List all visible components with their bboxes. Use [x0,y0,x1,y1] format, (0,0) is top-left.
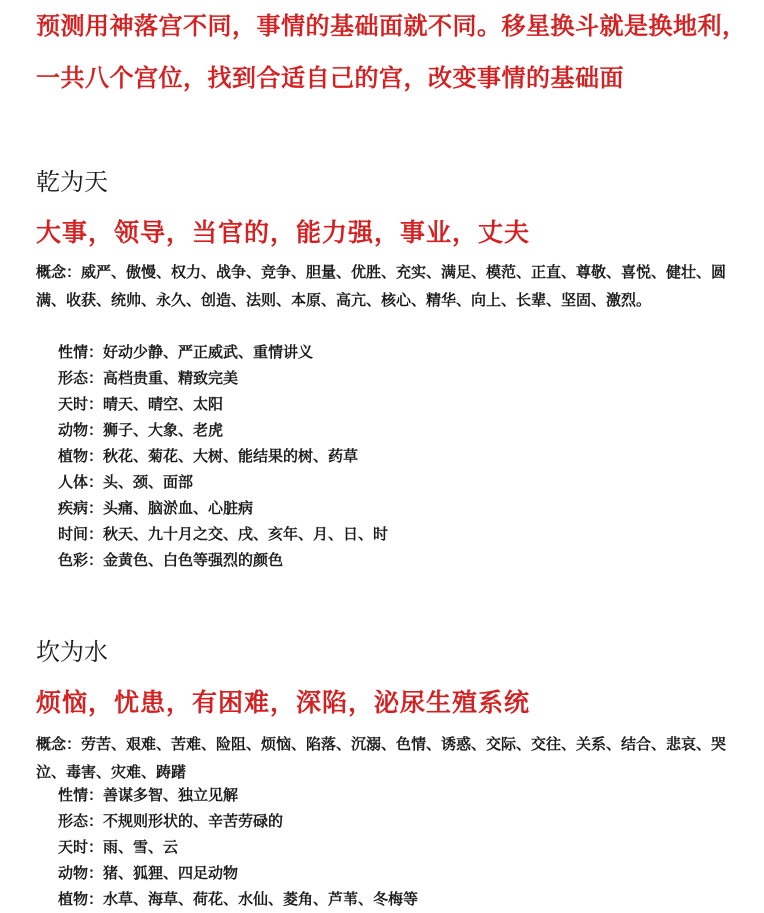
attribute-row: 植物：秋花、菊花、大树、能结果的树、药草 [58,447,359,465]
section-title-qian: 乾为天 [36,168,108,196]
attribute-row: 植物：水草、海草、荷花、水仙、菱角、芦苇、冬梅等 [58,890,419,908]
concept-paragraph-qian: 概念：威严、傲慢、权力、战争、竞争、胆量、优胜、充实、满足、模范、正直、尊敬、喜悦、健壮、圆满、收获、统帅、永久、创造、法则、本原、高亢、核心、精华、向上、长辈、坚固、激烈。 [36,263,727,309]
section-subtitle-qian: 大事，领导，当官的，能力强，事业，丈夫 [36,218,531,247]
concept-paragraph-kan: 概念：劳苦、艰难、苦难、险阻、烦恼、陷落、沉溺、色情、诱惑、交际、交往、关系、结合、悲哀、哭泣、毒害、灾难、踌躇 [36,735,727,781]
attribute-row: 形态：不规则形状的、辛苦劳碌的 [58,812,284,830]
attribute-row: 天时：雨、雪、云 [58,838,179,856]
section-subtitle-kan: 烦恼，忧患，有困难，深陷，泌尿生殖系统 [36,688,531,717]
intro-line-2: 一共八个宫位，找到合适自己的宫，改变事情的基础面 [36,64,624,92]
attribute-row: 天时：晴天、晴空、太阳 [58,395,224,413]
attribute-row: 色彩：金黄色、白色等强烈的颜色 [58,551,284,569]
attribute-list-qian [58,339,388,573]
attribute-list-kan [58,782,418,912]
intro-line-1: 预测用神落宫不同，事情的基础面就不同。移星换斗就是换地利， [36,12,747,40]
attribute-row: 疾病：头痛、脑淤血、心脏病 [58,499,254,517]
attribute-row: 人体：头、颈、面部 [58,473,194,491]
section-title-kan: 坎为水 [36,638,108,666]
attribute-row: 动物：猪、狐狸、四足动物 [58,864,239,882]
attribute-row: 性情：善谋多智、独立见解 [58,786,239,804]
attribute-row: 形态：高档贵重、精致完美 [58,369,239,387]
attribute-row: 时间：秋天、九十月之交、戌、亥年、月、日、时 [58,525,389,543]
attribute-row: 性情：好动少静、严正威武、重情讲义 [58,343,314,361]
attribute-row: 动物：狮子、大象、老虎 [58,421,224,439]
